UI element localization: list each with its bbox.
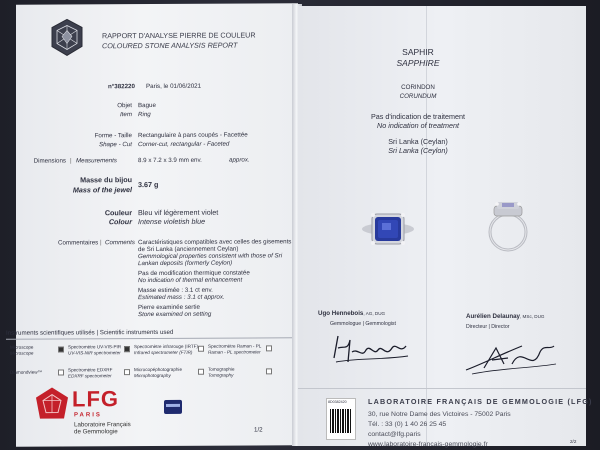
report-title-en: COLOURED STONE ANALYSIS REPORT bbox=[102, 40, 238, 51]
ring-top-view-photo bbox=[360, 202, 416, 256]
comments-sep: | bbox=[100, 239, 102, 247]
field-shape-value-en: Corner-cut, rectangular - Faceted bbox=[138, 140, 230, 149]
field-colour-value-fr: Bleu vif légèrement violet bbox=[138, 207, 219, 218]
comment-line: de Sri Lanka (anciennement Ceylan) bbox=[138, 245, 239, 254]
field-colour-label-fr: Couleur bbox=[104, 208, 132, 218]
comment-line: Lankan deposits (formerly Ceylon) bbox=[138, 259, 233, 268]
signature-1-handwritten bbox=[328, 328, 412, 368]
instrument-label: Spectromètre infrarouge (IRTF) bbox=[134, 343, 198, 350]
instrument-label: Diamondview™ bbox=[10, 369, 43, 375]
instrument-label-en: Microphotography bbox=[134, 372, 171, 379]
comment-line: Stone examined on setting bbox=[138, 310, 212, 319]
species-fr: SAPHIR bbox=[402, 47, 434, 57]
field-item-value-fr: Bague bbox=[138, 102, 156, 110]
left-page bbox=[6, 3, 298, 446]
instrument-label: Microscope bbox=[10, 344, 34, 350]
variety-fr: CORINDON bbox=[401, 84, 435, 91]
instrument-label-en: Raman - PL spectrometer bbox=[208, 349, 261, 355]
field-mass-label-fr: Masse du bijou bbox=[80, 175, 132, 185]
field-item-label-fr: Objet bbox=[117, 102, 132, 110]
instrument-checkbox bbox=[58, 369, 64, 375]
field-shape-label-fr: Forme - Taille bbox=[94, 132, 132, 140]
barcode-label bbox=[326, 398, 356, 440]
instrument-label: Spectromètre Raman - PL bbox=[208, 343, 262, 349]
report-place-date: Paris, le 01/06/2021 bbox=[146, 82, 202, 91]
logo-paris: PARIS bbox=[74, 412, 102, 419]
treatment-en: No indication of treatment bbox=[377, 121, 459, 130]
field-dimensions-sep: | bbox=[70, 157, 72, 165]
instrument-label-en: EDXRF spectrometer bbox=[68, 373, 112, 379]
comment-line: Caractéristiques compatibles avec celles des gisements bbox=[138, 238, 292, 247]
instrument-label: Spectromètre UV-VIS-PIR bbox=[68, 344, 122, 350]
logo-line-1: Laboratoire Français bbox=[74, 421, 131, 429]
footer-divider bbox=[298, 388, 586, 389]
field-dimensions-value-fr: 8.9 x 7.2 x 3.9 mm env. bbox=[138, 156, 202, 165]
signatory-1-name: Ugo Hennebois, AG, DUG bbox=[318, 310, 386, 317]
signatory-1-role: Gemmologue | Gemmologist bbox=[330, 321, 396, 327]
instrument-checkbox bbox=[124, 346, 130, 352]
comment-line: Pas de modification thermique constatée bbox=[138, 269, 250, 278]
treatment-fr: Pas d'indication de traitement bbox=[370, 112, 466, 121]
instruments-divider bbox=[6, 337, 294, 340]
instrument-label-en: UV-VIS-NIR spectrometer bbox=[68, 350, 121, 356]
comment-line: Masse estimée : 3.1 ct env. bbox=[138, 286, 213, 295]
comments-label-en: Comments bbox=[105, 239, 135, 247]
barcode-bars bbox=[330, 409, 352, 433]
field-dimensions-label-fr: Dimensions bbox=[33, 157, 66, 165]
left-page-number: 1/2 bbox=[254, 426, 263, 434]
comment-line: No indication of thermal enhancement bbox=[138, 276, 243, 285]
lfg-logo-icon bbox=[34, 386, 70, 422]
fold-line bbox=[426, 6, 427, 446]
field-dimensions-label-en: Measurements bbox=[76, 157, 117, 165]
origin-en: Sri Lanka (Ceylon) bbox=[388, 146, 448, 155]
species-en: SAPPHIRE bbox=[396, 58, 440, 68]
field-item-label-en: Item bbox=[119, 111, 132, 119]
field-shape-value-fr: Rectangulaire à pans coupés - Facettée bbox=[138, 131, 248, 140]
gem-facet-icon bbox=[50, 18, 84, 56]
comment-line: Gemmological properties consistent with those of Sri bbox=[138, 252, 283, 261]
field-item-value-en: Ring bbox=[138, 111, 151, 119]
instrument-checkbox bbox=[124, 369, 130, 375]
instrument-label-en: Tomography bbox=[208, 372, 234, 378]
ring-side-view-photo bbox=[484, 200, 532, 254]
lab-website[interactable]: www.laboratoire-francais-gemmologie.fr bbox=[368, 441, 488, 448]
logo-letters: LFG bbox=[72, 386, 119, 412]
instrument-checkbox bbox=[266, 345, 272, 351]
field-mass-label-en: Mass of the jewel bbox=[72, 185, 132, 195]
instrument-checkbox bbox=[198, 346, 204, 352]
instrument-label: Microcopéphotographie bbox=[134, 366, 183, 373]
lab-address: 30, rue Notre Dame des Victoires - 75002 Paris bbox=[368, 411, 511, 418]
instrument-label: Spectromètre EDXRF bbox=[68, 367, 113, 373]
accreditation-mark-stripe bbox=[166, 404, 180, 407]
instrument-label-en: Infrared spectrometer (FTIR) bbox=[134, 349, 193, 356]
instrument-checkbox bbox=[198, 369, 204, 375]
origin-fr: Sri Lanka (Ceylan) bbox=[388, 137, 448, 146]
variety-en: CORUNDUM bbox=[399, 93, 437, 100]
field-dimensions-value-en: approx. bbox=[229, 156, 250, 164]
field-colour-label-en: Colour bbox=[108, 217, 132, 227]
logo-line-2: de Gemmologie bbox=[74, 428, 118, 436]
comment-line: Pierre examinée sertie bbox=[138, 303, 200, 312]
lab-name: LABORATOIRE FRANÇAIS DE GEMMOLOGIE (LFG) bbox=[368, 397, 593, 406]
signatory-2-name: Aurélien Delaunay, MSc, DUG bbox=[466, 313, 545, 320]
report-title-fr: RAPPORT D'ANALYSE PIERRE DE COULEUR bbox=[102, 30, 256, 41]
report-number: n°382220 bbox=[108, 83, 135, 91]
barcode-text: 8D0382420 bbox=[328, 400, 347, 404]
field-shape-label-en: Shape - Cut bbox=[98, 141, 132, 149]
instruments-heading: Instruments scientifiques utilisés | Scientific instruments used bbox=[6, 328, 174, 337]
field-colour-value-en: Intense violetish blue bbox=[138, 216, 206, 227]
instrument-checkbox bbox=[266, 368, 272, 374]
comments-label-fr: Commentaires bbox=[58, 239, 99, 247]
signatory-2-role: Directeur | Director bbox=[466, 324, 510, 330]
comment-line: Estimated mass : 3.1 ct approx. bbox=[138, 293, 225, 302]
right-page bbox=[298, 6, 593, 448]
field-mass-value: 3.67 g bbox=[138, 179, 159, 190]
instrument-label-en: Microscope bbox=[10, 350, 34, 356]
lab-email[interactable]: contact@lfg.paris bbox=[368, 431, 421, 438]
lab-phone: Tél. : 33 (0) 1 40 26 25 45 bbox=[368, 421, 447, 428]
instrument-checkbox bbox=[58, 346, 64, 352]
right-page-number: 2/2 bbox=[570, 439, 577, 444]
signature-2-handwritten bbox=[462, 334, 558, 378]
instrument-label: Tomographie bbox=[208, 366, 235, 372]
